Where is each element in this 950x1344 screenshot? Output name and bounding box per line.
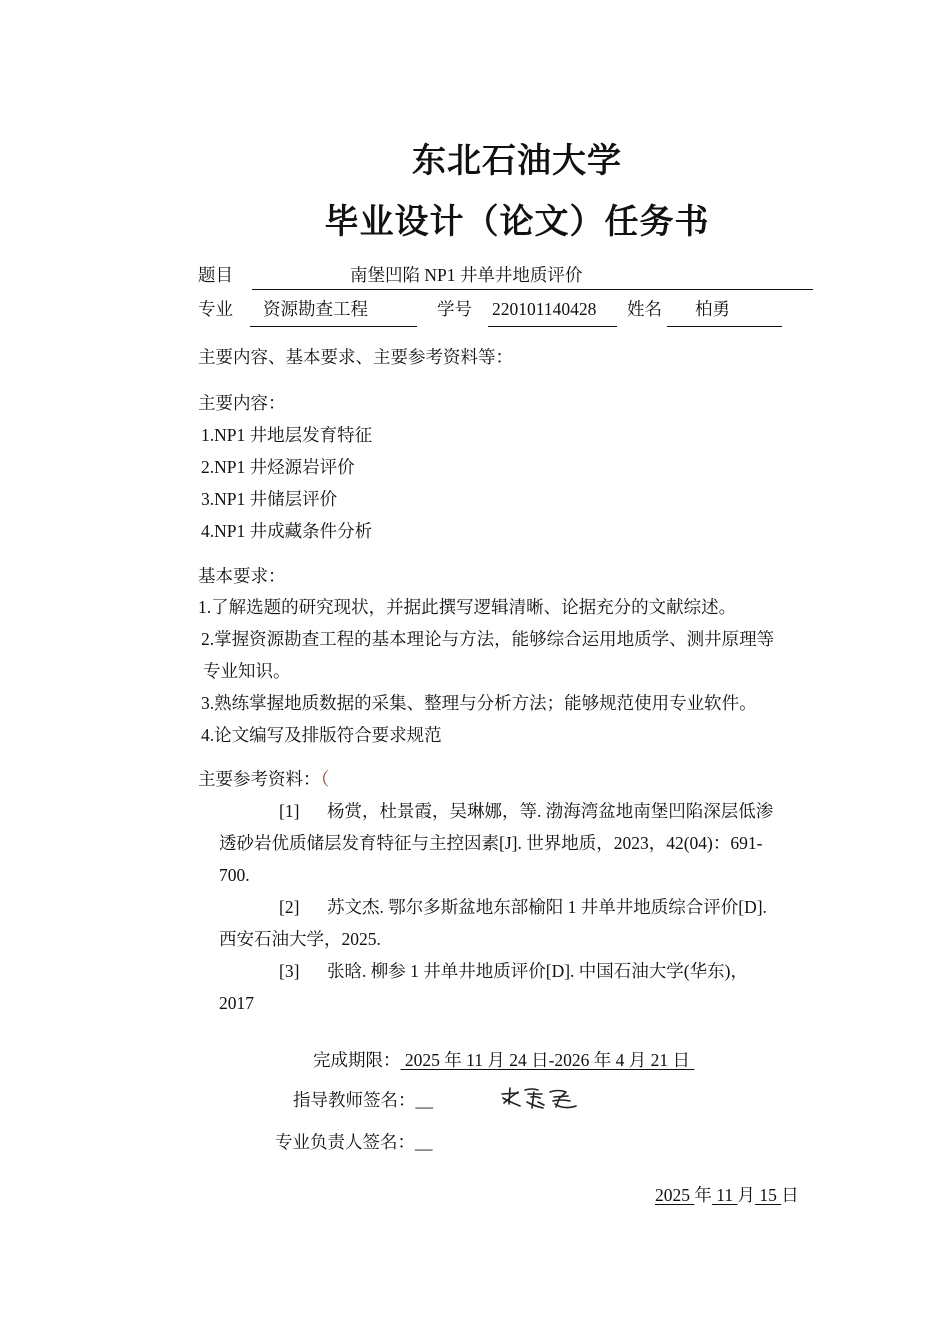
reference-number: [3] bbox=[279, 961, 300, 981]
date-day-unit: 日 bbox=[781, 1185, 799, 1205]
date-month-unit: 月 bbox=[737, 1185, 755, 1205]
advisor-signature-line bbox=[293, 1088, 433, 1112]
date-month: 11 bbox=[711, 1185, 738, 1205]
document-title: 毕业设计（论文）任务书 bbox=[324, 204, 710, 241]
date-year: 2025 bbox=[655, 1185, 695, 1205]
topic-label: 题目 bbox=[198, 265, 233, 285]
reference-text: 苏文杰. 鄂尔多斯盆地东部榆阳 1 井单井地质综合评价[D]. bbox=[327, 897, 767, 917]
completion-period-label: 完成期限： bbox=[313, 1050, 401, 1070]
reference-text: 西安石油大学，2025. bbox=[219, 929, 381, 949]
department-head-signature-line bbox=[275, 1130, 433, 1154]
completion-period-value: 2025 年 11 月 24 日-2026 年 4 月 21 日 bbox=[400, 1050, 695, 1070]
department-head-signature-blank: __ bbox=[415, 1132, 433, 1152]
name-label: 姓名 bbox=[627, 299, 662, 319]
content-item: 3.NP1 井储层评价 bbox=[201, 489, 338, 509]
university-name: 东北石油大学 bbox=[412, 143, 622, 180]
requirements-label: 基本要求： bbox=[198, 566, 286, 586]
student-id-value: 220101140428 bbox=[492, 299, 597, 319]
completion-period bbox=[313, 1048, 694, 1072]
date-day: 15 bbox=[754, 1185, 782, 1205]
reference-text: 2017 bbox=[219, 993, 254, 1013]
reference-text: 杨赏，杜景霞，吴琳娜，等. 渤海湾盆地南堡凹陷深层低渗 bbox=[327, 801, 774, 821]
requirement-item-continuation: 专业知识。 bbox=[203, 661, 291, 681]
reference-text: 张晗. 柳参 1 井单井地质评价[D]. 中国石油大学(华东)， bbox=[327, 961, 748, 981]
topic-underline bbox=[252, 289, 813, 290]
advisor-signature-blank: __ bbox=[415, 1090, 433, 1110]
reference-number: [2] bbox=[279, 897, 300, 917]
references-label bbox=[198, 767, 329, 791]
sign-date bbox=[655, 1183, 799, 1207]
advisor-handwritten-signature bbox=[498, 1084, 582, 1114]
advisor-signature-label: 指导教师签名： bbox=[293, 1090, 416, 1110]
student-id-underline bbox=[488, 326, 617, 327]
references-paren: （ bbox=[320, 769, 330, 789]
reference-number: [1] bbox=[279, 801, 300, 821]
student-id-label: 学号 bbox=[437, 299, 472, 319]
department-head-signature-label: 专业负责人签名： bbox=[275, 1132, 415, 1152]
major-underline bbox=[250, 326, 417, 327]
requirement-item: 4.论文编写及排版符合要求规范 bbox=[201, 725, 442, 745]
name-value: 柏勇 bbox=[695, 299, 730, 319]
requirement-item: 2.掌握资源勘查工程的基本理论与方法，能够综合运用地质学、测井原理等 bbox=[201, 629, 775, 649]
name-underline bbox=[667, 326, 782, 327]
section-heading: 主要内容、基本要求、主要参考资料等： bbox=[198, 347, 513, 367]
content-item: 4.NP1 井成藏条件分析 bbox=[201, 521, 373, 541]
requirement-item: 1.了解选题的研究现状，并据此撰写逻辑清晰、论据充分的文献综述。 bbox=[198, 597, 737, 617]
reference-text: 700. bbox=[219, 865, 250, 885]
reference-text: 透砂岩优质储层发育特征与主控因素[J]. 世界地质，2023，42(04)：691- bbox=[219, 833, 763, 853]
content-item: 1.NP1 井地层发育特征 bbox=[201, 425, 373, 445]
topic-value: 南堡凹陷 NP1 井单井地质评价 bbox=[350, 265, 583, 285]
content-label: 主要内容： bbox=[198, 393, 286, 413]
content-item: 2.NP1 井烃源岩评价 bbox=[201, 457, 355, 477]
major-value: 资源勘查工程 bbox=[263, 299, 368, 319]
requirement-item: 3.熟练掌握地质数据的采集、整理与分析方法；能够规范使用专业软件。 bbox=[201, 693, 757, 713]
references-label-text: 主要参考资料： bbox=[198, 769, 321, 789]
date-year-unit: 年 bbox=[694, 1185, 712, 1205]
major-label: 专业 bbox=[198, 299, 233, 319]
